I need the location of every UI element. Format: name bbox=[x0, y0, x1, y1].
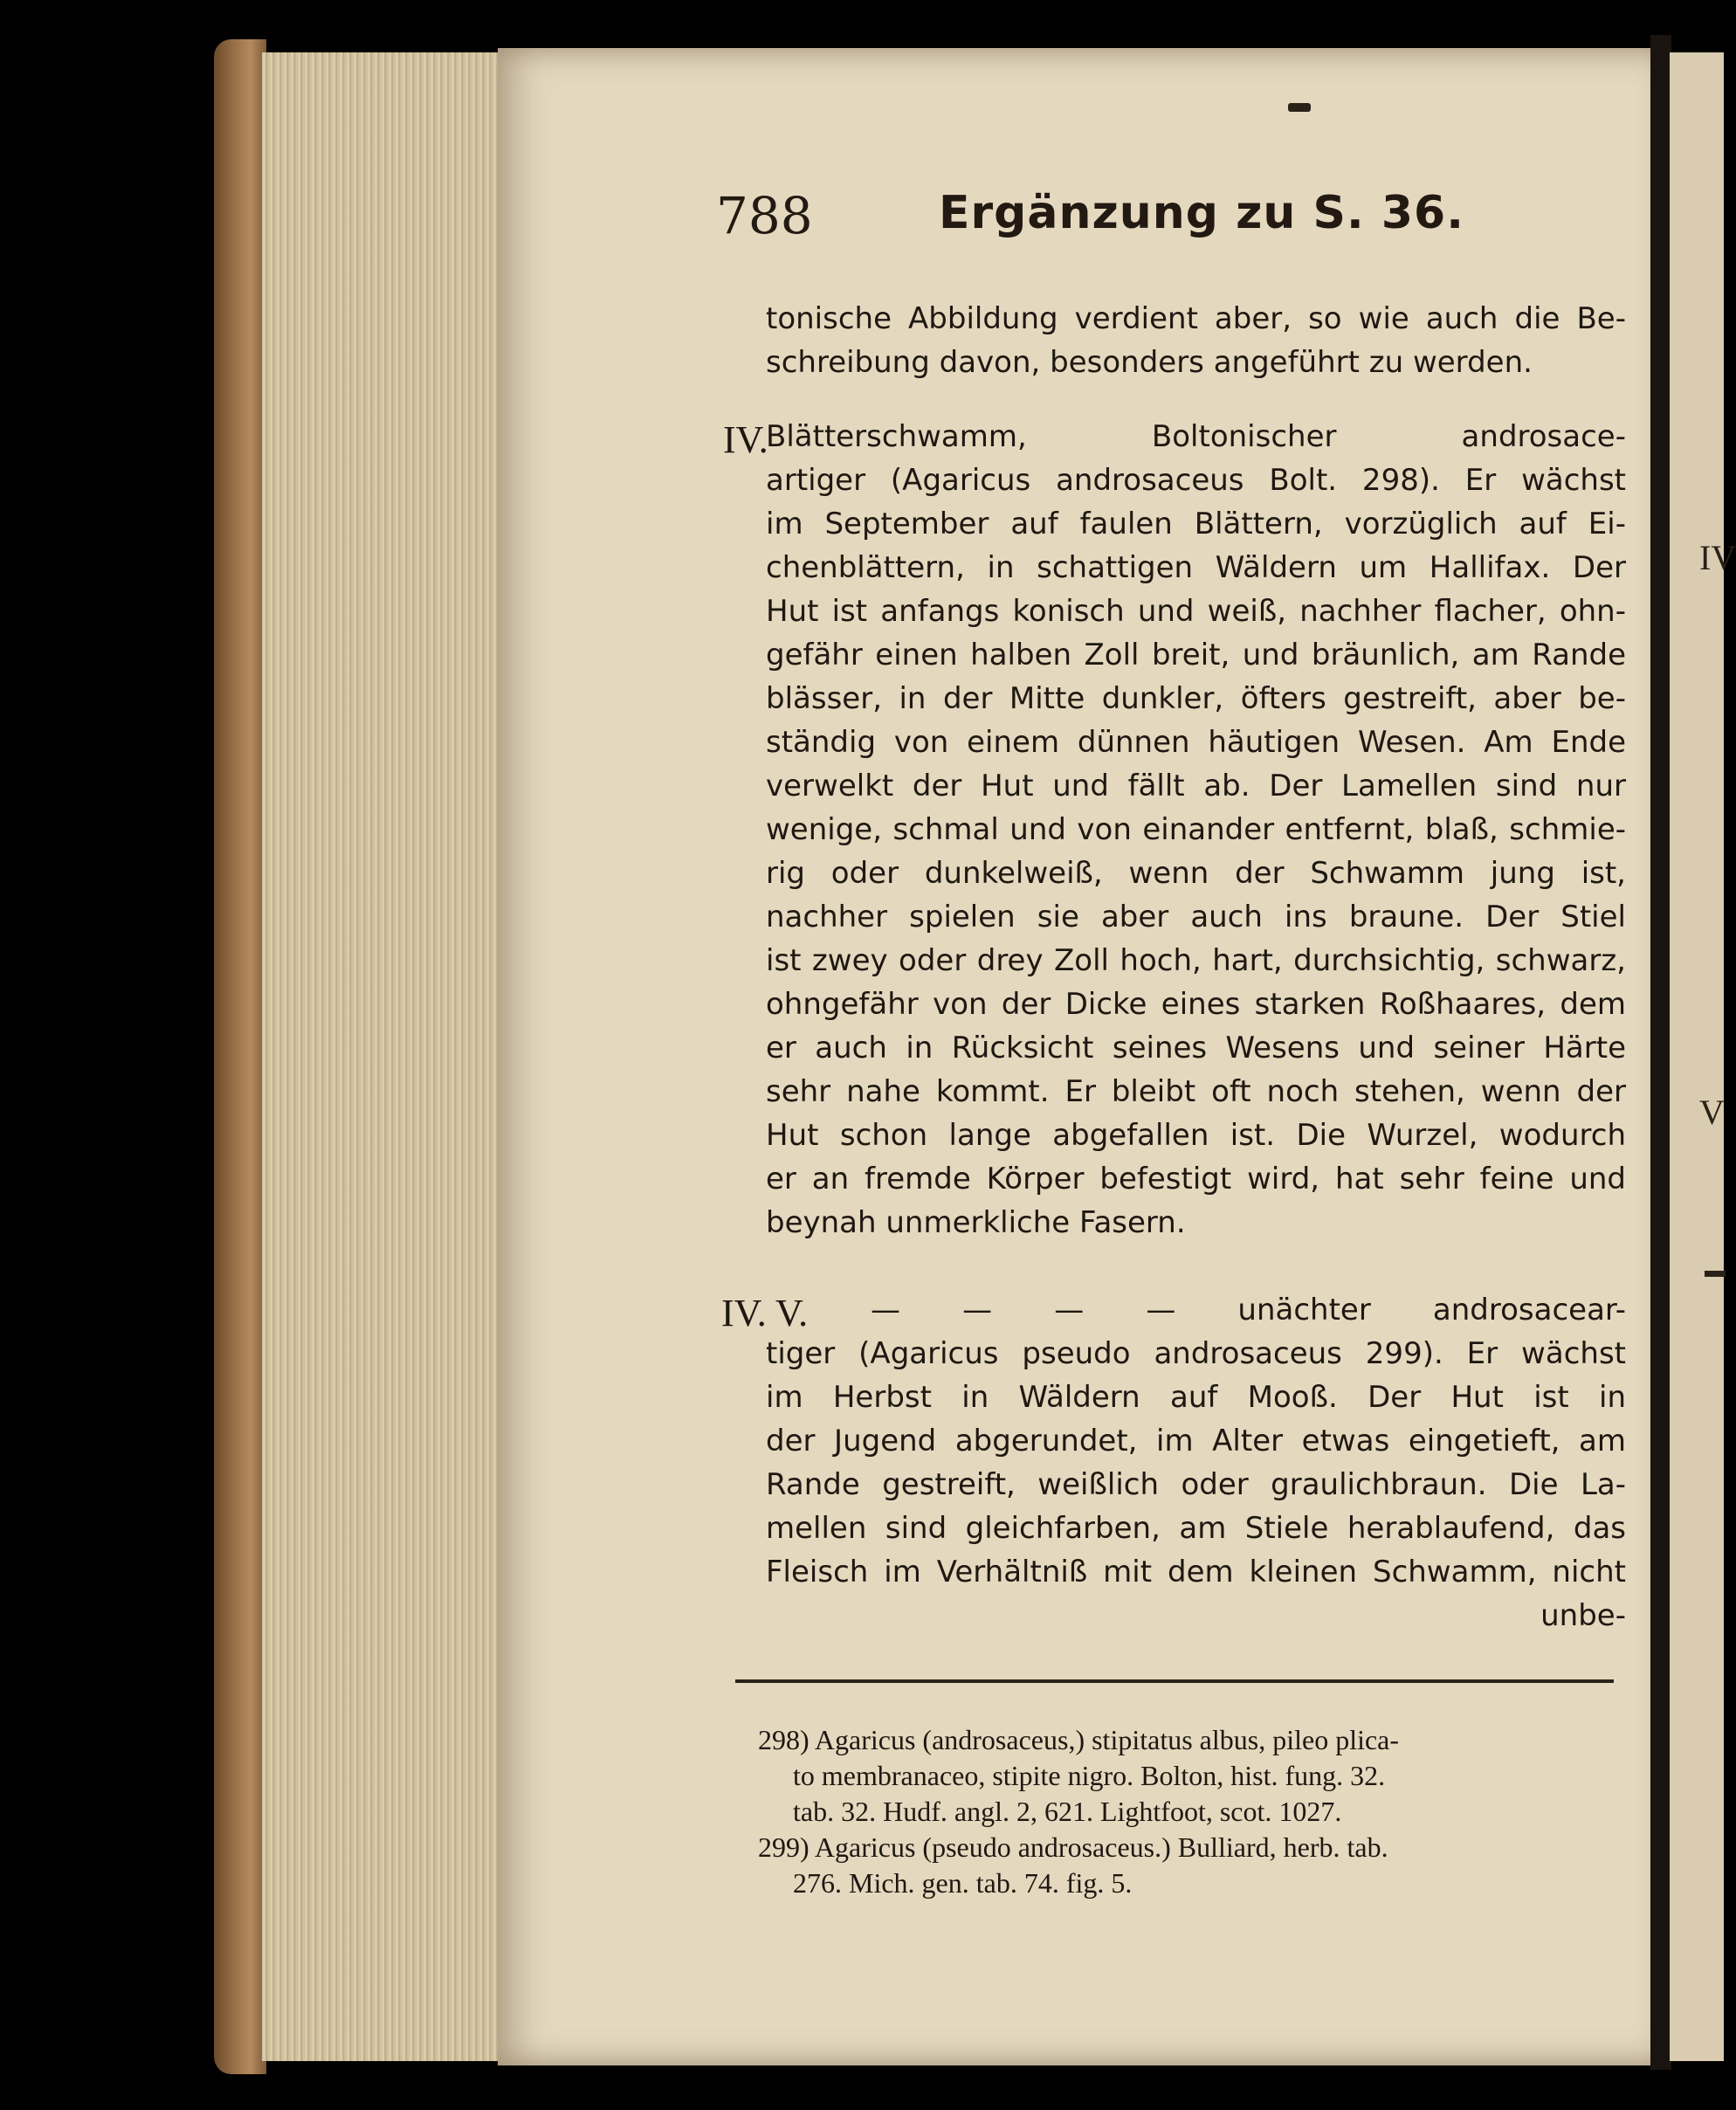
footnote-rule bbox=[735, 1679, 1614, 1683]
text-line: schreibung davon, besonders angeführt zu werden. bbox=[766, 345, 1533, 380]
text-line: ist zwey oder drey Zoll hoch, hart, durchsichtig, schwarz, bbox=[766, 943, 1626, 978]
text-line: mellen sind gleichfarben, am Stiele herablaufend, das bbox=[766, 1511, 1626, 1546]
ink-mark bbox=[1288, 103, 1311, 112]
footnote bbox=[758, 1830, 1622, 1901]
text-line: blässer, in der Mitte dunkler, öfters gestreift, aber be- bbox=[766, 681, 1626, 716]
text-line: gefähr einen halben Zoll breit, und bräunlich, am Rande bbox=[766, 638, 1626, 672]
text-line: Rande gestreift, weißlich oder graulichbraun. Die La- bbox=[766, 1467, 1626, 1502]
footnote-line: 276. Mich. gen. tab. 74. fig. 5. bbox=[793, 1867, 1133, 1899]
adjacent-page-fragment: V bbox=[1699, 1093, 1725, 1132]
footnotes bbox=[758, 1722, 1622, 1901]
footnote-line: 299) Agaricus (pseudo androsaceus.) Bulliard, herb. tab. bbox=[758, 1831, 1388, 1863]
adjacent-page-dash bbox=[1705, 1271, 1726, 1277]
adjacent-page bbox=[1670, 52, 1736, 2061]
text-line: chenblättern, in schattigen Wäldern um Hallifax. Der bbox=[766, 550, 1626, 585]
text-line: rig oder dunkelweiß, wenn der Schwamm jung ist, bbox=[766, 856, 1626, 891]
text-line: Blätterschwamm, Boltonischer androsace- bbox=[766, 419, 1626, 454]
text-line: Hut schon lange abgefallen ist. Die Wurzel, wodurch bbox=[766, 1118, 1626, 1153]
text-line: im September auf faulen Blättern, vorzüglich auf Ei- bbox=[766, 507, 1626, 541]
running-title: Ergänzung zu S. 36. bbox=[939, 187, 1464, 239]
paragraph bbox=[766, 415, 1626, 1245]
footnote-line: tab. 32. Hudf. angl. 2, 621. Lightfoot, scot. 1027. bbox=[793, 1796, 1342, 1827]
page-edges bbox=[262, 52, 502, 2061]
footnote bbox=[758, 1722, 1622, 1830]
text-line: — — — — unächter androsacear- bbox=[871, 1293, 1626, 1327]
paragraph bbox=[766, 297, 1626, 384]
text-line: der Jugend abgerundet, im Alter etwas eingetieft, am bbox=[766, 1424, 1626, 1458]
text-line: sehr nahe kommt. Er bleibt oft noch stehen, wenn der bbox=[766, 1074, 1626, 1109]
text-line: ohngefähr von der Dicke eines starken Roßhaares, dem bbox=[766, 987, 1626, 1022]
footnote-line: 298) Agaricus (androsaceus,) stipitatus albus, pileo plica- bbox=[758, 1724, 1400, 1755]
text-line: tonische Abbildung verdient aber, so wie auch die Be- bbox=[766, 301, 1626, 336]
text-line: nachher spielen sie aber auch ins braune. Der Stiel bbox=[766, 900, 1626, 934]
footnote-line: to membranaceo, stipite nigro. Bolton, hist. fung. 32. bbox=[793, 1760, 1386, 1791]
text-line: artiger (Agaricus androsaceus Bolt. 298). Er wächst bbox=[766, 463, 1626, 498]
text-line: im Herbst in Wäldern auf Mooß. Der Hut ist in bbox=[766, 1380, 1626, 1415]
text-line: tiger (Agaricus pseudo androsaceus 299). Er wächst bbox=[766, 1336, 1626, 1371]
book-spine bbox=[214, 39, 266, 2074]
entry-number: IV. V. bbox=[721, 1292, 809, 1334]
text-line: beynah unmerkliche Fasern. bbox=[766, 1205, 1186, 1240]
text-line: verwelkt der Hut und fällt ab. Der Lamellen sind nur bbox=[766, 769, 1626, 803]
paragraph bbox=[766, 1288, 1626, 1638]
text-line: wenige, schmal und von einander entfernt, blaß, schmie- bbox=[766, 812, 1626, 847]
page-number: 788 bbox=[716, 186, 813, 245]
text-line: ständig von einem dünnen häutigen Wesen. Am Ende bbox=[766, 725, 1626, 760]
text-line: Fleisch im Verhältniß mit dem kleinen Schwamm, nicht bbox=[766, 1555, 1626, 1589]
entry-number: IV. bbox=[723, 418, 768, 461]
text-line: er an fremde Körper befestigt wird, hat sehr feine und bbox=[766, 1162, 1626, 1196]
adjacent-page-fragment: IV bbox=[1699, 538, 1736, 577]
text-line: er auch in Rücksicht seines Wesens und seiner Härte bbox=[766, 1031, 1626, 1065]
gutter-shadow bbox=[1650, 35, 1671, 2070]
text-line: unbe- bbox=[1540, 1598, 1626, 1633]
text-line: Hut ist anfangs konisch und weiß, nachher flacher, ohn- bbox=[766, 594, 1626, 629]
